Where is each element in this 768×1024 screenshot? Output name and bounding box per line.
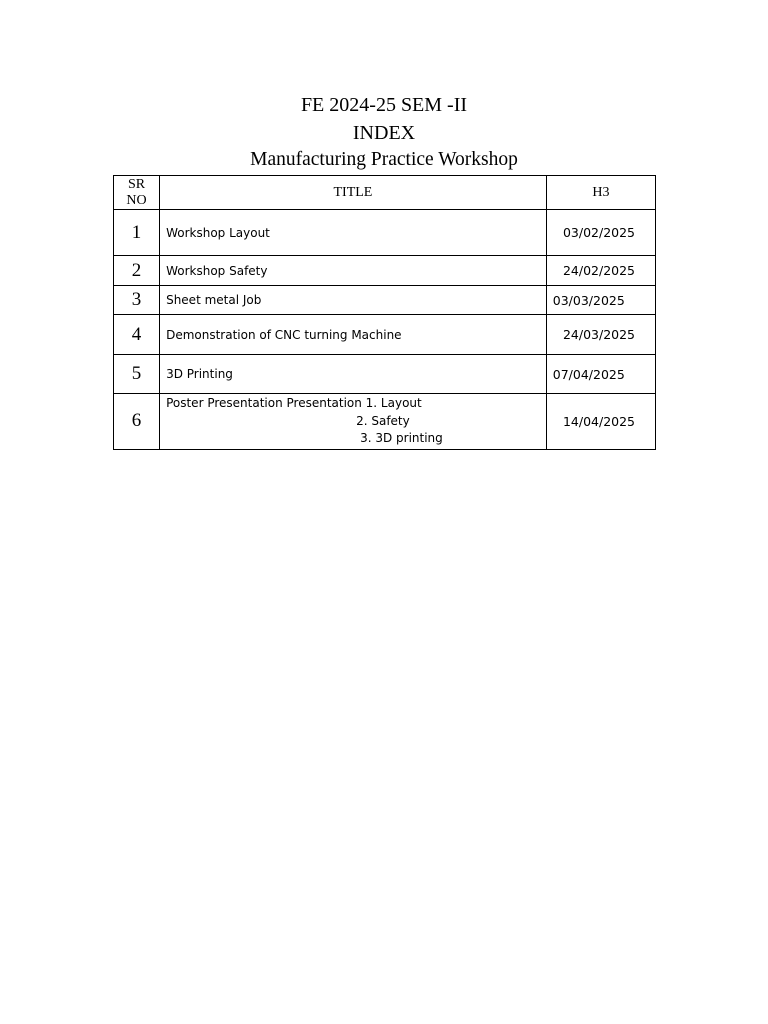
table-header-row xyxy=(114,176,656,210)
row-sr-number: 5 xyxy=(114,355,160,394)
document-heading-semester: FE 2024-25 SEM -II xyxy=(300,94,468,116)
row-title-line: Poster Presentation Presentation 1. Layout xyxy=(166,396,422,410)
table-row xyxy=(114,315,656,355)
table-row xyxy=(114,286,656,315)
row-sr-number: 4 xyxy=(114,315,160,355)
index-table xyxy=(113,175,656,450)
column-header-date: H3 xyxy=(546,176,655,210)
row-date: 14/04/2025 xyxy=(546,394,655,450)
row-sr-number: 1 xyxy=(114,210,160,256)
row-date: 03/03/2025 xyxy=(546,286,655,315)
table-row xyxy=(114,394,656,450)
row-title: Workshop Layout xyxy=(160,210,547,256)
column-header-no: NO xyxy=(126,192,147,208)
row-sr-number: 2 xyxy=(114,256,160,286)
row-date: 24/02/2025 xyxy=(546,256,655,286)
column-header-title: TITLE xyxy=(160,176,547,210)
row-title: Demonstration of CNC turning Machine xyxy=(160,315,547,355)
table-row xyxy=(114,256,656,286)
row-sr-number: 3 xyxy=(114,286,160,315)
column-header-sr: SR xyxy=(127,176,146,192)
row-title: 3D Printing xyxy=(160,355,547,394)
table-row xyxy=(114,355,656,394)
document-heading-subject: Manufacturing Practice Workshop xyxy=(250,149,518,170)
row-date: 07/04/2025 xyxy=(546,355,655,394)
row-title: Sheet metal Job xyxy=(160,286,547,315)
row-title-line: 3. 3D printing xyxy=(360,431,443,445)
row-title: Workshop Safety xyxy=(160,256,547,286)
row-date: 03/02/2025 xyxy=(546,210,655,256)
row-sr-number: 6 xyxy=(114,394,160,450)
document-heading-index: INDEX xyxy=(352,122,416,144)
table-row xyxy=(114,210,656,256)
row-title-line: 2. Safety xyxy=(356,413,410,428)
row-date: 24/03/2025 xyxy=(546,315,655,355)
column-header-sr-no xyxy=(114,176,160,210)
row-title xyxy=(160,394,547,450)
